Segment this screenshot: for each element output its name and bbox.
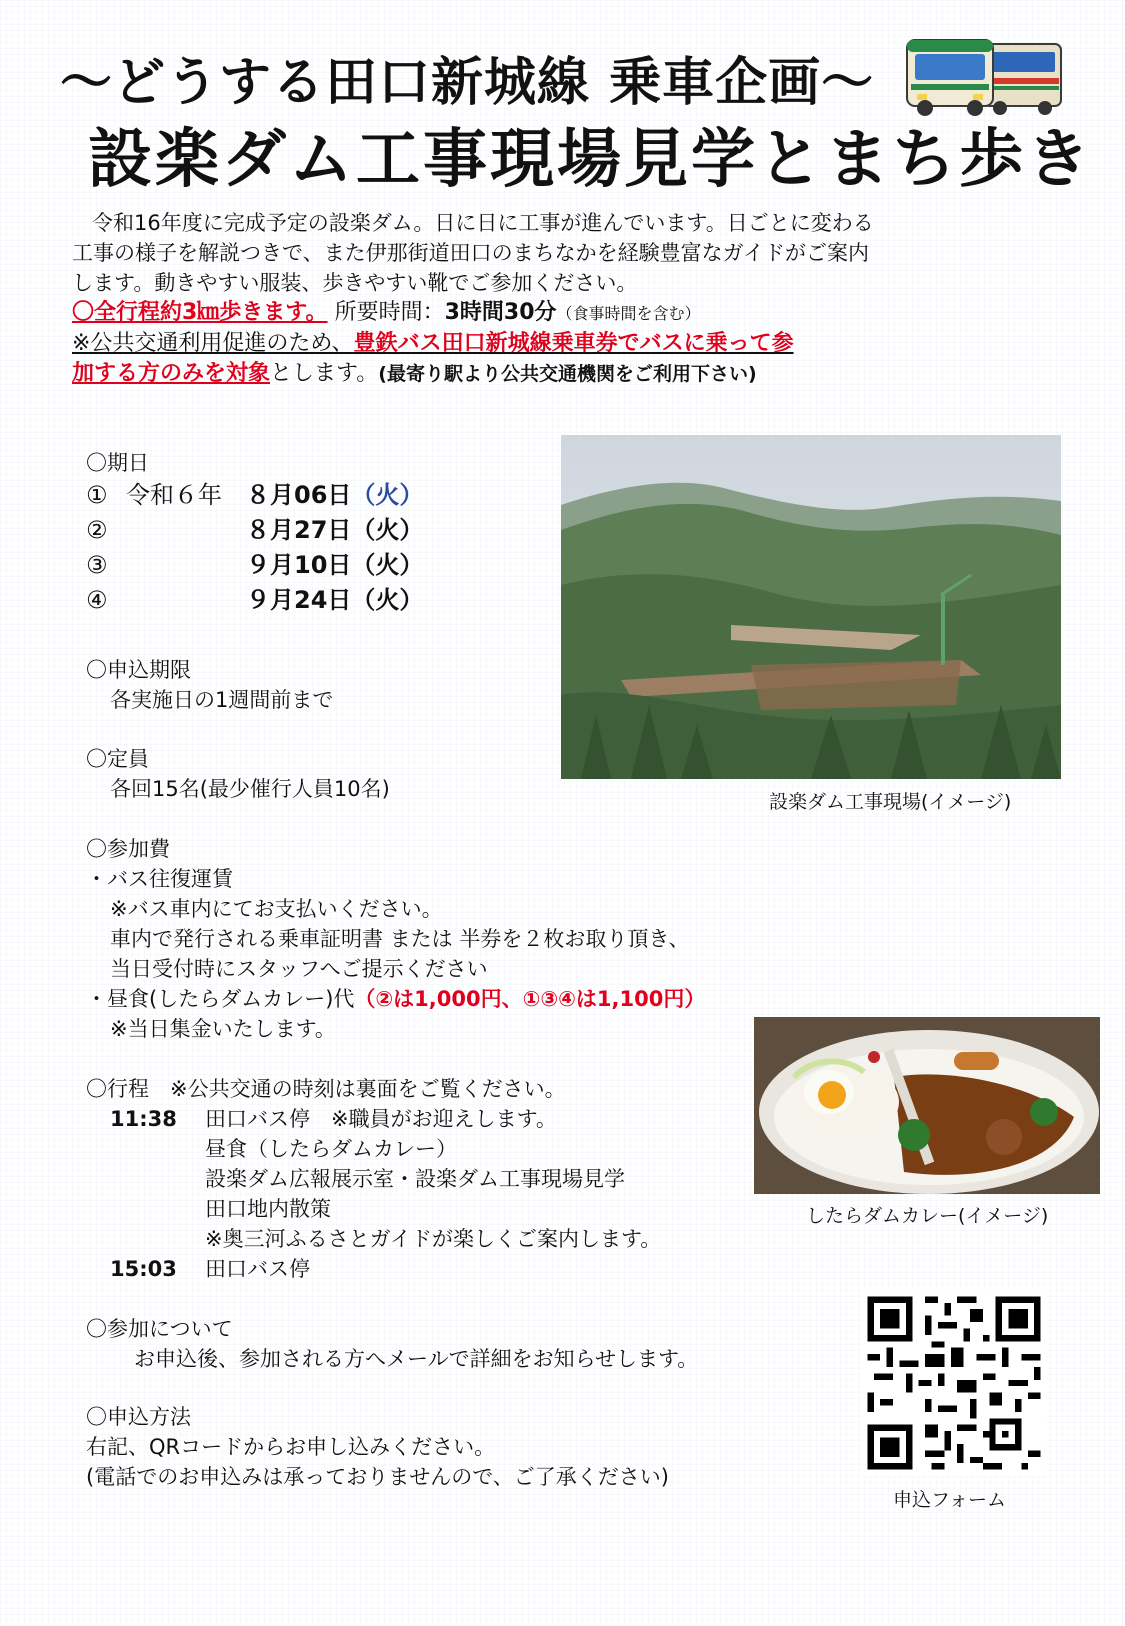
schedule-time-1: 11:38 bbox=[110, 1107, 177, 1131]
date-prefix: 令和６年 bbox=[126, 481, 222, 509]
capacity-section bbox=[86, 744, 390, 804]
dam-construction-photo bbox=[561, 435, 1061, 779]
curry-photo-caption: したらダムカレー(イメージ) bbox=[806, 1205, 1049, 1227]
fee-bus-note-2: 車内で発行される乗車証明書 または 半券を２枚お取り頂き、 bbox=[110, 927, 690, 951]
apply-line-1: 右記、QRコードからお申し込みください。 bbox=[86, 1435, 496, 1459]
capacity-text: 各回15名(最少催行人員10名) bbox=[110, 777, 390, 801]
deadline-heading: 〇申込期限 bbox=[86, 658, 191, 682]
duration-label: 所要時間： bbox=[334, 300, 445, 325]
date-item bbox=[86, 548, 423, 583]
intro-block bbox=[72, 208, 1052, 389]
dam-photo-caption: 設楽ダム工事現場(イメージ) bbox=[769, 791, 1012, 813]
qr-caption: 申込フォーム bbox=[893, 1489, 1007, 1511]
dam-curry-photo bbox=[754, 1017, 1100, 1194]
dates-heading: 〇期日 bbox=[86, 451, 149, 475]
fee-bus-note-1: ※バス車内にてお支払いください。 bbox=[110, 897, 443, 921]
date-num: ① bbox=[86, 481, 108, 509]
capacity-heading: 〇定員 bbox=[86, 747, 149, 771]
apply-section bbox=[86, 1402, 669, 1492]
intro-line-3: します。動きやすい服装、歩きやすい靴でご参加ください。 bbox=[72, 271, 638, 295]
apply-heading: 〇申込方法 bbox=[86, 1405, 191, 1429]
fee-heading: 〇参加費 bbox=[86, 837, 170, 861]
schedule-item-3: 設楽ダム広報展示室・設楽ダム工事現場見学 bbox=[205, 1167, 625, 1191]
schedule-heading: 〇行程 ※公共交通の時刻は裏面をご覧ください。 bbox=[86, 1077, 566, 1101]
date-num: ③ bbox=[86, 551, 108, 579]
fee-bus-label: ・バス往復運賃 bbox=[86, 867, 233, 891]
duration-note: （食事時間を含む） bbox=[556, 304, 701, 323]
date-dow: （火） bbox=[351, 516, 424, 544]
apply-line-2: (電話でのお申込みは承っておりませんので、ご了承ください) bbox=[86, 1465, 669, 1489]
schedule-time-2: 15:03 bbox=[110, 1257, 177, 1281]
deadline-section bbox=[86, 655, 333, 715]
participation-heading: 〇参加について bbox=[86, 1317, 233, 1341]
notice-red-2: 加する方のみを対象 bbox=[72, 361, 271, 386]
date-value: ９月24日 bbox=[246, 586, 352, 614]
notice-prefix: ※公共交通利用促進のため、 bbox=[72, 331, 354, 356]
date-dow: （火） bbox=[351, 586, 424, 614]
dates-list bbox=[86, 478, 423, 618]
deadline-text: 各実施日の1週間前まで bbox=[110, 688, 334, 712]
schedule-item-4: 田口地内散策 bbox=[205, 1197, 331, 1221]
schedule-item-1: 田口バス停 ※職員がお迎えします。 bbox=[205, 1107, 557, 1131]
fee-lunch-label: ・昼食(したらダムカレー)代 bbox=[86, 987, 355, 1011]
date-item bbox=[86, 478, 423, 513]
date-num: ② bbox=[86, 516, 108, 544]
date-dow: （火） bbox=[351, 551, 424, 579]
date-num: ④ bbox=[86, 586, 108, 614]
walk-distance: 〇全行程約3㎞歩きます。 bbox=[72, 300, 328, 325]
participation-section bbox=[86, 1314, 698, 1374]
title-line-2: 設楽ダム工事現場見学とまち歩き bbox=[88, 123, 1093, 197]
qr-code[interactable] bbox=[861, 1290, 1047, 1476]
duration-value: 3時間30分 bbox=[444, 300, 557, 325]
bus-icon bbox=[905, 36, 1065, 118]
notice-paren: (最寄り駅より公共交通機関をご利用下さい) bbox=[378, 363, 757, 385]
schedule-section bbox=[86, 1074, 661, 1284]
fee-bus-note-3: 当日受付時にスタッフへご提示ください bbox=[110, 957, 488, 981]
intro-line-2: 工事の様子を解説つきで、また伊那街道田口のまちなかを経験豊富なガイドがご案内 bbox=[72, 241, 869, 265]
date-item bbox=[86, 583, 423, 618]
participation-text: お申込後、参加される方へメールで詳細をお知らせします。 bbox=[134, 1347, 699, 1371]
fee-section bbox=[86, 834, 705, 1044]
fee-lunch-note: ※当日集金いたします。 bbox=[110, 1017, 336, 1041]
title-line-1: ～どうする田口新城線 乗車企画～ bbox=[60, 53, 875, 113]
schedule-item-2: 昼食（したらダムカレー） bbox=[205, 1137, 457, 1161]
intro-line-1: 令和16年度に完成予定の設楽ダム。日に日に工事が進んでいます。日ごとに変わる bbox=[92, 211, 874, 235]
date-value: ９月10日 bbox=[246, 551, 352, 579]
date-value: ８月27日 bbox=[246, 516, 352, 544]
schedule-item-6: 田口バス停 bbox=[205, 1257, 310, 1281]
schedule-item-5: ※奥三河ふるさとガイドが楽しくご案内します。 bbox=[205, 1227, 662, 1251]
fee-lunch-price: （②は1,000円、①③④は1,100円） bbox=[354, 987, 706, 1011]
notice-red-1: 豊鉄バス田口新城線乗車券でバスに乗って参 bbox=[353, 331, 794, 356]
date-value: ８月06日 bbox=[246, 481, 352, 509]
date-item bbox=[86, 513, 423, 548]
date-dow: （火） bbox=[351, 481, 424, 509]
notice-mid: とします。 bbox=[270, 361, 379, 386]
